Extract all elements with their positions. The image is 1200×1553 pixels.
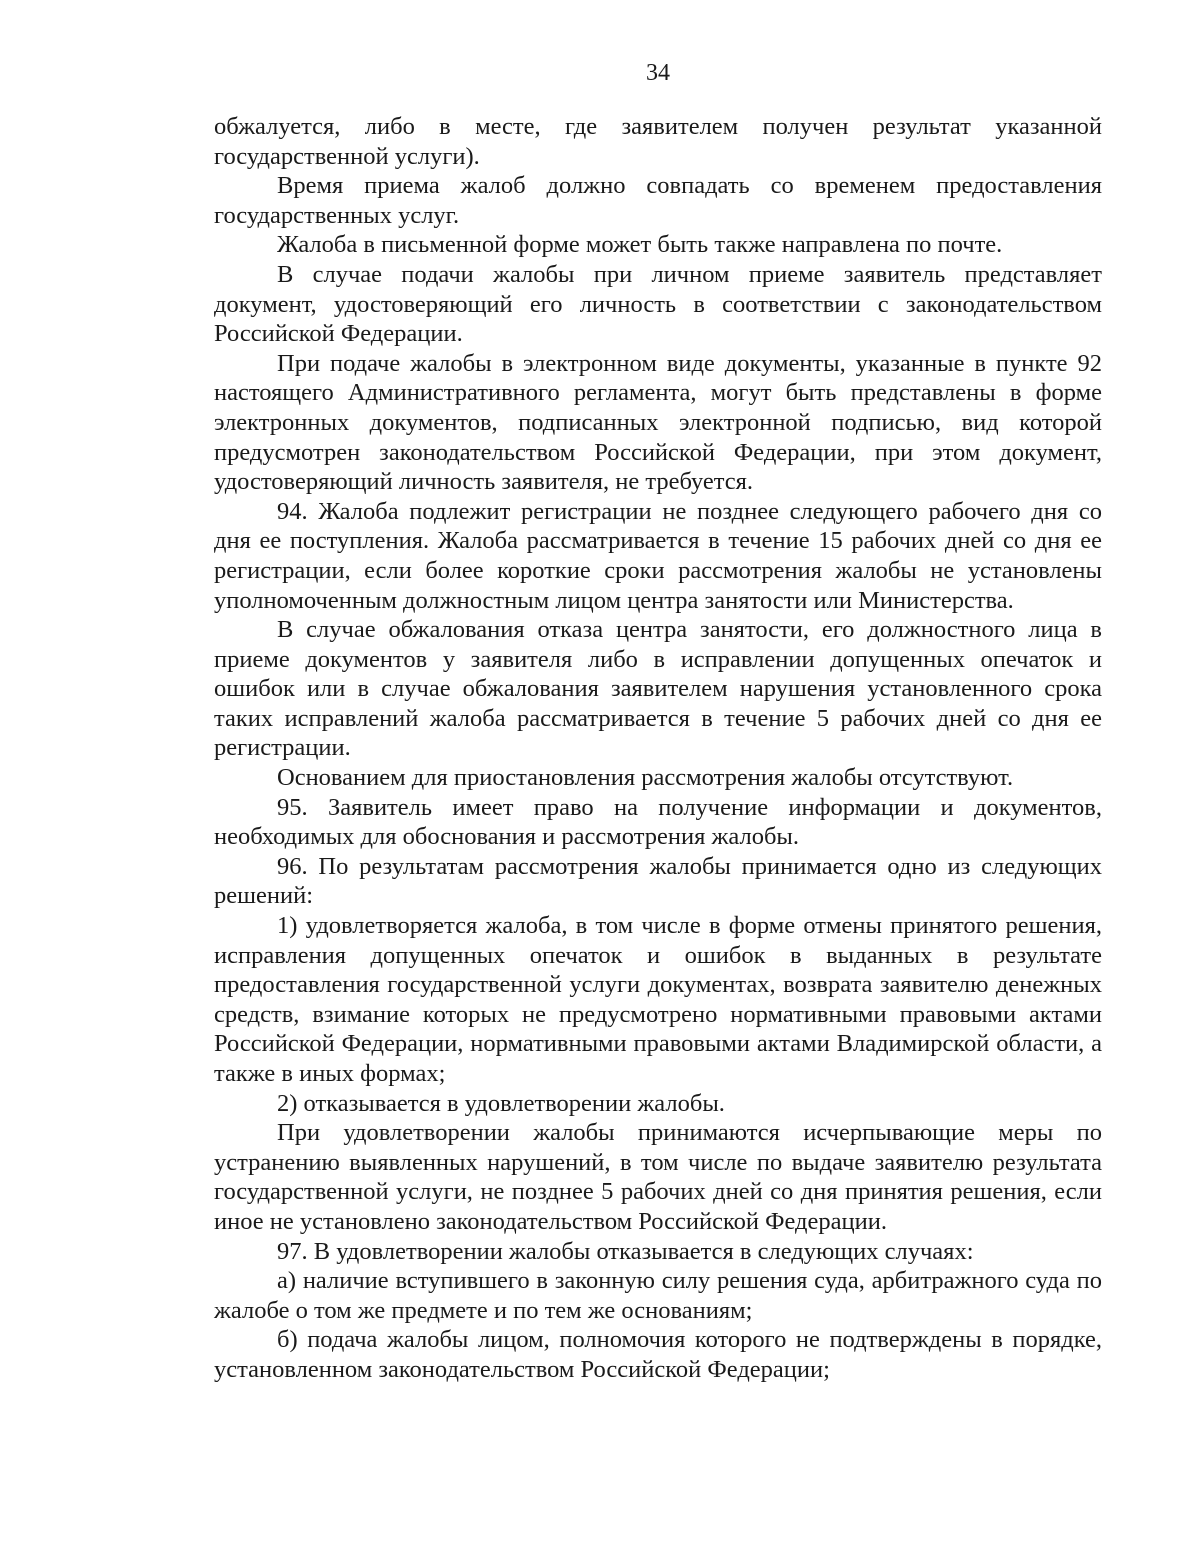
paragraph-decision-2: 2) отказывается в удовлетворении жалобы. <box>277 1089 725 1117</box>
paragraph-mail-complaint: Жалоба в письменной форме может быть также направлена по почте. <box>277 231 1003 259</box>
paragraph-electronic-complaint: При подаче жалобы в электронном виде документы, указанные в пункте 92 настоящего Административного регламента, могут быть представлены в форме электронных документов, подписанных электронной подписью, вид которой предусмотрен законодательством Российской Федерации, при этом документ, удостоверяющий личность заявителя, не требуется. <box>214 349 1102 496</box>
paragraph-refusal-appeal: В случае обжалования отказа центра занятости, его должностного лица в приеме документов у заявителя либо в исправлении допущенных опечаток и ошибок или в случае обжалования заявителем нарушения установленного срока таких исправлений жалоба рассматривается в течение 5 рабочих дней со дня ее регистрации. <box>214 616 1102 762</box>
paragraph-reception-time: Время приема жалоб должно совпадать со временем предоставления государственных услуг. <box>214 172 1102 229</box>
paragraph-item-97: 97. В удовлетворении жалобы отказывается в следующих случаях: <box>277 1237 974 1265</box>
document-body <box>214 112 1102 1385</box>
paragraph-personal-reception: В случае подачи жалобы при личном приеме заявитель представляет документ, удостоверяющий его личность в соответствии с законодательством Российской Федерации. <box>214 260 1102 348</box>
paragraph-item-95: 95. Заявитель имеет право на получение информации и документов, необходимых для обоснования и рассмотрения жалобы. <box>214 793 1102 851</box>
paragraph-satisfaction-measures: При удовлетворении жалобы принимаются исчерпывающие меры по устранению выявленных нарушений, в том числе по выдаче заявителю результата государственной услуги, не позднее 5 рабочих дней со дня принятия решения, если иное не установлено законодательством Российской Федерации. <box>214 1119 1102 1235</box>
paragraph-case-a: а) наличие вступившего в законную силу решения суда, арбитражного суда по жалобе о том же предмете и по тем же основаниям; <box>214 1267 1102 1324</box>
page-number: 34 <box>646 60 670 86</box>
paragraph-continuation: обжалуется, либо в месте, где заявителем получен результат указанной государственной услуги). <box>214 113 1102 170</box>
paragraph-decision-1: 1) удовлетворяется жалоба, в том числе в форме отмены принятого решения, исправления допущенных опечаток и ошибок в выданных в результате предоставления государственной услуги документах, возврата заявителю денежных средств, взимание которых не предусмотрено нормативными правовыми актами Российской Федерации, нормативными правовыми актами Владимирской области, а также в иных формах; <box>214 912 1102 1087</box>
paragraph-item-94: 94. Жалоба подлежит регистрации не позднее следующего рабочего дня со дня ее поступления. Жалоба рассматривается в течение 15 рабочих дней со дня ее регистрации, если более короткие сроки рассмотрения жалобы не установлены уполномоченным должностным лицом центра занятости или Министерства. <box>214 497 1102 614</box>
paragraph-item-96: 96. По результатам рассмотрения жалобы принимается одно из следующих решений: <box>214 852 1102 910</box>
paragraph-case-b: б) подача жалобы лицом, полномочия которого не подтверждены в порядке, установленном законодательством Российской Федерации; <box>214 1326 1102 1383</box>
paragraph-suspension-grounds: Основанием для приостановления рассмотрения жалобы отсутствуют. <box>277 764 1014 792</box>
